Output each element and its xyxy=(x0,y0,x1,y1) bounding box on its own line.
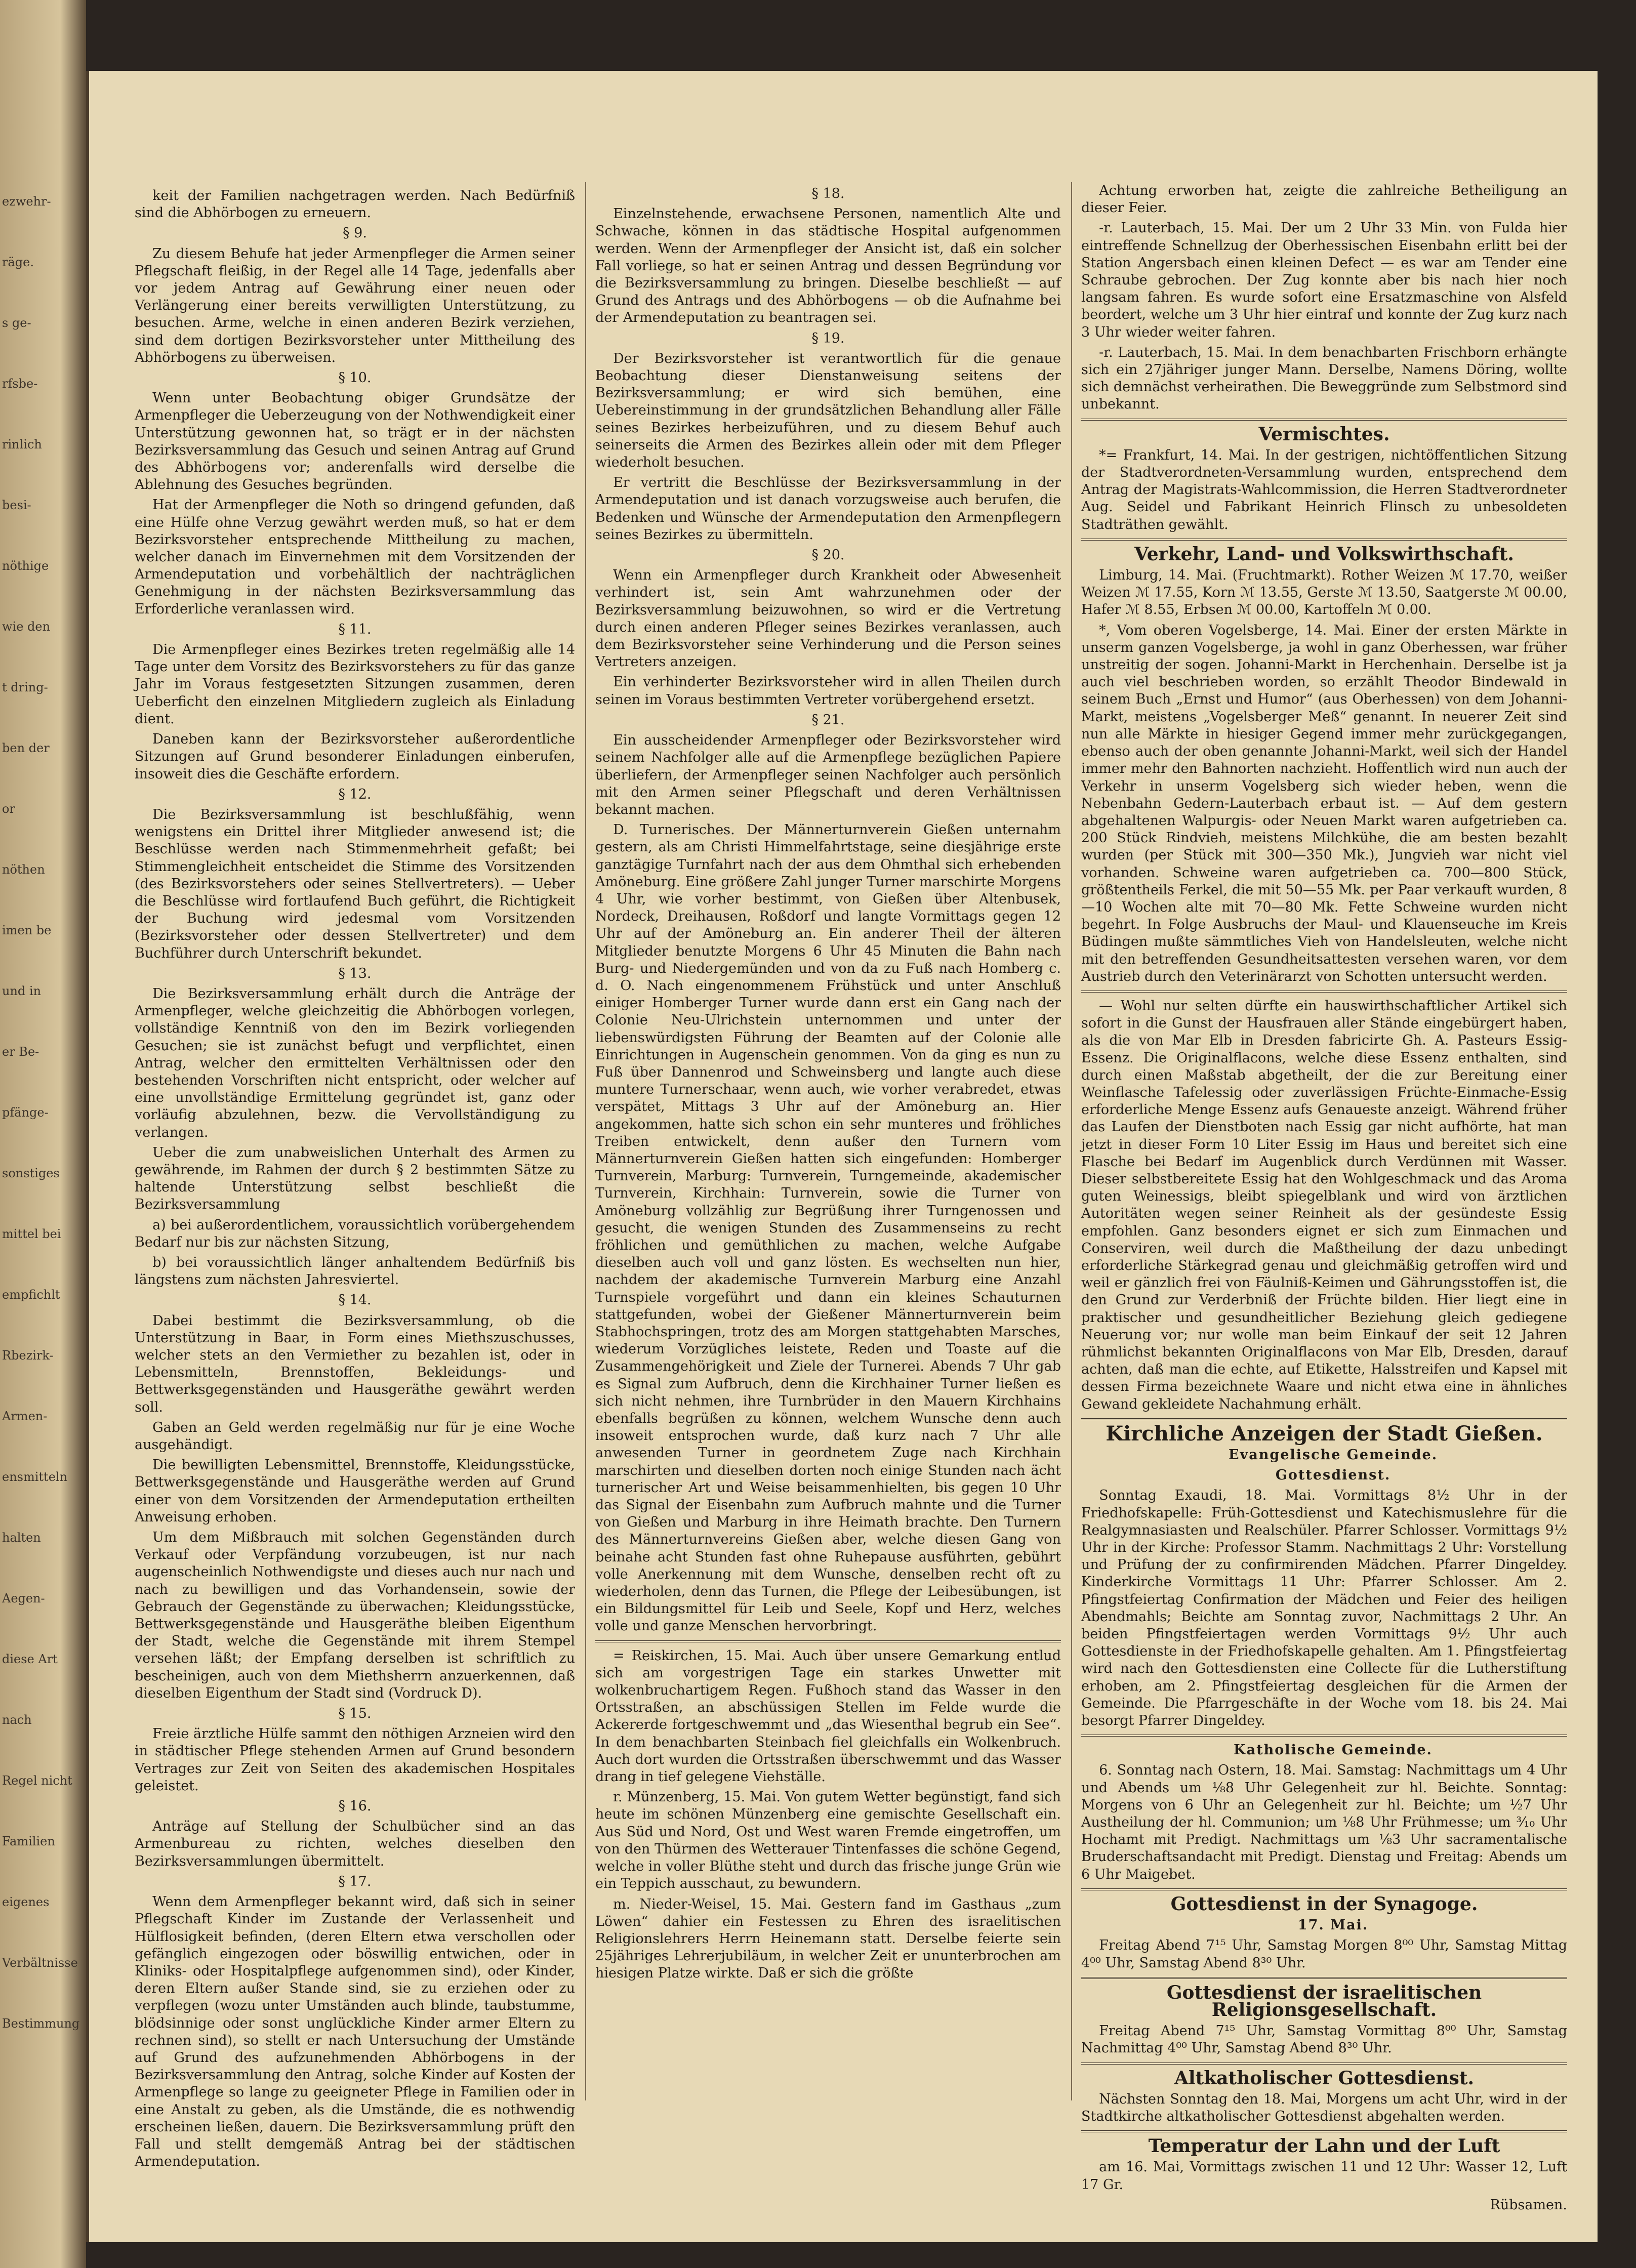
paragraph: Ein ausscheidender Armenpfleger oder Bezirksvorsteher wird seinem Nachfolger alle auf die Armenpflege bezüglichen Papiere überliefern, der Armenpfleger seinen Nachfolger auch persönlich mit den Armen seiner Pflegschaft und deren Verhältnissen bekannt machen. xyxy=(595,732,1061,817)
paragraph: r. Münzenberg, 15. Mai. Von gutem Wetter begünstigt, fand sich heute im schönen Münzenberg eine gemischte Gesellschaft ein. Aus Süd und Nord, Ost und West waren Fremde eingetroffen, um von den Thürmen des Wetterauer Tintenfasses die schöne Gegend, welche in voller Blüthe steht und durch das frische junge Grün wie ein Teppich ausschaut, zu bewundern. xyxy=(595,1789,1061,1892)
prev-page-fragment: halten xyxy=(2,1531,41,1545)
paragraph: Die Bezirksversammlung ist beschlußfähig, wenn wenigstens ein Drittel ihrer Mitglieder anwesend ist; die Beschlüsse werden nach Stimmenmehrheit gefaßt; bei Stimmengleichheit entscheidet die Stimme des Vorsitzenden (des Bezirksvorstehers oder seines Stellvertreters). — Ueber die Beschlüsse wird fortlaufend Buch geführt, die Richtigkeit der Buchung wird jedesmal vom Vorsitzenden (Bezirksvorsteher oder dessen Stellvertreter) und dem Buchführer durch Unterschrift bekundet. xyxy=(135,806,575,961)
section-heading: Altkatholischer Gottesdienst. xyxy=(1174,2067,1474,2089)
prev-page-fragment: imen be xyxy=(2,923,52,937)
section-number: § 9. xyxy=(343,225,367,241)
paragraph: Zu diesem Behufe hat jeder Armenpfleger die Armen seiner Pflegschaft fleißig, in der Regel alle 14 Tage, jedenfalls aber vor jedem Antrag auf Gewährung einer neuen oder Verlängerung einer bereits verwilligten Unterstützung, zu besuchen. Arme, welche in einen anderen Bezirk verziehen, sind dem dortigen Bezirksvorsteher unter Mittheilung des Abhörbogens zu überweisen. xyxy=(135,245,575,365)
section-number: § 21. xyxy=(811,712,845,728)
subheading: Evangelische Gemeinde. xyxy=(1228,1447,1438,1463)
paragraph: Hat der Armenpfleger die Noth so dringend gefunden, daß eine Hülfe ohne Verzug gewährt werden muß, so hat er dem Bezirksvorsteher entsprechende Mittheilung zu machen, welcher danach im Einvernehmen mit dem Vorsitzenden der Armendeputation und vorbehältlich der nachträglichen Genehmigung in der nächsten Bezirksversammlung das Erforderliche veranlassen wird. xyxy=(135,497,575,617)
prev-page-fragment: Rbezirk- xyxy=(2,1348,54,1363)
paragraph: Die Bezirksversammlung erhält durch die Anträge der Armenpfleger, welche gleichzeitig die Abhörbogen vorlegen, vollständige Kenntniß von den im Bezirk vorliegenden Gesuchen; sie ist zunächst befugt und verpflichtet, einen Antrag, welcher den ermittelten Verhältnissen oder den bestehenden Vorschriften nicht entspricht, oder welcher auf eine unvollständige Ermittelung gegründet ist, ganz oder vorläufig abzulehnen, bezw. die Vervollständigung zu verlangen. xyxy=(135,985,575,1140)
newspaper-page xyxy=(86,71,1598,2242)
paragraph: = Reiskirchen, 15. Mai. Auch über unsere Gemarkung entlud sich am vorgestrigen Tage ein starkes Unwetter mit wolkenbruchartigem Regen. Fußhoch stand das Wasser in den Ortsstraßen, an abschüssigen Stellen im Felde wurde die Ackererde fortgeschwemmt und „das Wiesenthal begrub ein See“. In dem benachbarten Steinbach fiel gleichfalls ein Wolkenbruch. Auch dort wurden die Ortsstraßen überschwemmt und das Wasser drang in tief gelegene Viehställe. xyxy=(595,1647,1061,1785)
section-number: § 15. xyxy=(338,1706,372,1722)
subheading: 17. Mai. xyxy=(1297,1917,1369,1933)
paragraph: D. Turnerisches. Der Männerturnverein Gießen unternahm gestern, als am Christi Himmelfahrtstage, seine diesjährige erste ganztägige Turnfahrt nach der aus dem Ohmthal sich erhebenden Amöneburg. Eine größere Zahl junger Turner marschirte Morgens 4 Uhr, wie vorher bestimmt, von Gießen über Altenbusek, Nordeck, Dreihausen, Roßdorf und langte Vormittags gegen 12 Uhr auf der Amöneburg an. Ein anderer Theil der älteren Mitglieder benutzte Morgens 6 Uhr 45 Minuten die Bahn nach Burg- und Niedergemünden und von da zu Fuß nach Homberg c. d. O. Nach eingenommenem Frühstück und unter Anschluß einiger Homberger Turner wurde dann erst ein Gang nach der Colonie Neu-Ulrichstein unternommen und unter der liebenswürdigsten Führung der Beamten auf der Colonie alle Einrichtungen in Augenschein genommen. Von da ging es nun zu Fuß über Dannenrod und Schweinsberg und langte auch diese muntere Turnerschaar, wenn auch, wie vorher verabredet, etwas verspätet, Mittags 3 Uhr auf der Amöneburg an. Hier angekommen, hatte sich schon ein sehr munteres und fröhliches Treiben entwickelt, denn außer den Turnern vom Männerturnverein Gießen hatten sich eingefunden: Homberger Turnverein, Marburg: Turnverein, Turngemeinde, akademischer Turnverein, Kirchhain: Turnverein, sowie die Turner von Amöneburg vollzählig zur Begrüßung ihrer Turngenossen und gesucht, die wenigen Stunden des Zusammenseins zu recht fröhlichen und gemüthlichen zu machen, welche Aufgabe dieselben auch voll und ganz lösten. Es wechselten nun hier, nachdem der akademische Turnverein Marburg eine Anzahl Turnspiele vorgeführt und dann ein kleines Schauturnen stattgefunden, wobei der Gießener Männerturnverein beim Stabhochspringen, trotz des am Morgen stattgehabten Marsches, wiederum Vorzügliches leistete, Reden und Toaste auf die Zusammengehörigkeit und Ziele der Turnerei. Abends 7 Uhr gab es Signal zum Aufbruch, denn die Kirchhainer Turner ließen es sich nicht nehmen, ihre Turnbrüder in den Mauern Kirchhains ebenfalls begrüßen zu können, welchem Wunsche denn auch insoweit entsprochen wurde, daß kurz nach 7 Uhr alle anwesenden Turner in geordnetem Zuge nach Kirchhain marschirten und dieselben dorten noch einige Stunden nach ächt turnerischer Art und Weise beisammenhielten, bis gegen 10 Uhr das Signal der Eisenbahn zum Aufbruch mahnte und die Turner von Gießen und Marburg in ihre Heimath brachte. Den Turnern des Männerturnvereins Gießen aber, welche diesen Gang von beinahe acht Stunden fast ohne Ruhepause ausführten, gebührt volle Anerkennung mit dem Wunsche, denselben recht oft zu wiederholen, denn das Turnen, die Pflege der Leibesübungen, ist ein Bildungsmittel für Leib und Seele, Kopf und Herz, welches volle und ganze Menschen hervorbringt. xyxy=(595,822,1061,1634)
paragraph: Er vertritt die Beschlüsse der Bezirksversammlung in der Armendeputation und ist danach vorzugsweise auch berufen, die Bedenken und Wünsche der Armendeputation den Armenpflegern seines Bezirkes zu übermitteln. xyxy=(595,475,1061,543)
section-heading: Verkehr, Land- und Volkswirthschaft. xyxy=(1134,543,1514,565)
paragraph: a) bei außerordentlichem, voraussichtlich vorübergehendem Bedarf nur bis zur nächsten Sitzung, xyxy=(135,1217,575,1250)
section-rule xyxy=(1081,1735,1567,1737)
paragraph: Anträge auf Stellung der Schulbücher sind an das Armenbureau zu richten, welches dieselben den Bezirksversammlungen übermittelt. xyxy=(135,1819,575,1869)
paragraph: Gaben an Geld werden regelmäßig nur für je eine Woche ausgehändigt. xyxy=(135,1419,575,1453)
prev-page-fragment: Aegen- xyxy=(2,1591,45,1605)
prev-page-fragment: nöthige xyxy=(2,559,49,573)
section-heading: Temperatur der Lahn und der Luft xyxy=(1148,2135,1500,2157)
paragraph: Wenn ein Armenpfleger durch Krankheit oder Abwesenheit verhindert ist, sein Amt wahrzunehmen oder der Bezirksversammlung beizuwohnen, so wird er die Vertretung durch einen anderen Pfleger seines Bezirkes veranlassen, auch dem Bezirksvorsteher seine Verhinderung und die Person seines Vertreters anzeigen. xyxy=(595,567,1061,670)
prev-page-fragment: t dring- xyxy=(2,680,48,694)
paragraph: Ein verhinderter Bezirksvorsteher wird in allen Theilen durch seinen im Voraus bestimmten Vertreter vorübergehend ersetzt. xyxy=(595,674,1061,708)
prev-page-fragment: rfsbe- xyxy=(2,377,38,391)
subheading: Katholische Gemeinde. xyxy=(1234,1742,1433,1758)
prev-page-fragment: Armen- xyxy=(2,1409,48,1423)
section-number: § 17. xyxy=(338,1873,372,1889)
paragraph: Die bewilligten Lebensmittel, Brennstoffe, Kleidungsstücke, Bettwerksgegenstände und Hausgeräthe werden auf Grund einer von dem Vorsitzenden der Armendeputation ertheilten Anweisung erhoben. xyxy=(135,1457,575,1525)
signature: Rübsamen. xyxy=(1490,2197,1567,2213)
prev-page-fragment: ben der xyxy=(2,741,50,755)
section-number: § 16. xyxy=(338,1798,372,1815)
paragraph: Wenn unter Beobachtung obiger Grundsätze der Armenpfleger die Ueberzeugung von der Nothwendigkeit einer Unterstützung gewonnen hat, so trägt er in der nächsten Bezirksversammlung das Gesuch und seinen Antrag auf Grund des Abhörbogens vor; anderenfalls wird derselbe die Ablehnung des Gesuches begründen. xyxy=(135,390,575,493)
prev-page-fragment: nöthen xyxy=(2,862,45,877)
section-rule xyxy=(1081,1977,1567,1979)
paragraph: Sonntag Exaudi, 18. Mai. Vormittags 8½ Uhr in der Friedhofskapelle: Früh-Gottesdienst und Katechismuslehre für die Realgymnasiasten und Realschüler. Pfarrer Schlosser. Vormittags 9½ Uhr in der Kirche: Professor Stamm. Nachmittags 2 Uhr: Vorstellung und Prüfung der zu confirmirenden Mädchen. Pfarrer Dingeldey. Kinderkirche Vormittags 11 Uhr: Pfarrer Schlosser. Am 2. Pfingstfeiertag Confirmation der Mädchen und Feier des heiligen Abendmahls; Beichte am Sonntag zuvor, Nachmittags 2 Uhr. An beiden Pfingstfeiertagen werden Vormittags 9½ Uhr auch Gottesdienste in der Friedhofskapelle gehalten. Am 1. Pfingstfeiertag wird nach den Gottesdiensten eine Collecte für die Lutherstiftung erhoben, am 2. Pfingstfeiertag desgleichen für die Armen der Gemeinde. Die Pfarrgeschäfte in der Woche vom 18. bis 24. Mai besorgt Pfarrer Dingeldey. xyxy=(1081,1488,1567,1729)
prev-page-fragment: und in xyxy=(2,984,42,998)
paragraph: m. Nieder-Weisel, 15. Mai. Gestern fand im Gasthaus „zum Löwen“ dahier ein Festessen zu Ehren des israelitischen Religionslehrers Herrn Heinemann statt. Derselbe feierte sein 25jähriges Lehrerjubiläum, in welcher Zeit er ununterbrochen am hiesigen Platze wirkte. Daß er sich die größte xyxy=(595,1896,1061,1982)
paragraph: -r. Lauterbach, 15. Mai. Der um 2 Uhr 33 Min. von Fulda hier eintreffende Schnellzug der Oberhessischen Eisenbahn erlitt bei der Station Angersbach einen kleinen Defect — es war am Tender eine Schraube gebrochen. Der Zug konnte aber bis nach hier noch langsam fahren. Es wurde sofort eine Ersatzmaschine von Alsfeld beordert, welche um 3 Uhr hier eintraf und konnte der Zug kurz nach 3 Uhr wieder weiter fahren. xyxy=(1081,220,1567,340)
section-number: § 13. xyxy=(338,965,372,981)
section-number: § 19. xyxy=(811,330,845,346)
section-number: § 20. xyxy=(811,547,845,563)
paragraph: Freie ärztliche Hülfe sammt den nöthigen Arzneien wird den in städtischer Pflege stehenden Armen auf Grund besondern Vertrages zur Zeit von Seiten des akademischen Hospitales geleistet. xyxy=(135,1726,575,1794)
prev-page-fragment: s ge- xyxy=(2,316,31,330)
paragraph: b) bei voraussichtlich länger anhaltendem Bedürfniß bis längstens zum nächsten Jahresviertel. xyxy=(135,1254,575,1288)
prev-page-fragment: Verbältnisse xyxy=(2,1956,78,1970)
prev-page-fragment: mittel bei xyxy=(2,1227,61,1241)
section-rule xyxy=(1081,991,1567,993)
paragraph: Die Armenpfleger eines Bezirkes treten regelmäßig alle 14 Tage unter dem Vorsitz des Bezirksvorstehers zu für das ganze Jahr im Voraus festgesetzten Sitzungen zusammen, deren Ueberficht den einzelnen Mitgliedern zugleich als Einladung dient. xyxy=(135,642,575,727)
paragraph: Um dem Mißbrauch mit solchen Gegenständen durch Verkauf oder Verpfändung vorzubeugen, ist nur nach augenscheinlich Nothwendigste und dieses auch nur nach und nach zu bewilligen und das Vorhandensein, sowie der Gebrauch der Gegenstände zu überwachen; Kleidungsstücke, Bettwerksgegenstände und Hausgeräthe bleiben Eigenthum der Stadt, welche die Gegenstände mit ihrem Stempel versehen läßt; der Empfang derselben ist schriftlich zu bescheinigen, auch von dem Miethsherrn anzuerkennen, daß dieselben Eigenthum der Stadt sind (Vordruck D). xyxy=(135,1530,575,1701)
paragraph: *= Frankfurt, 14. Mai. In der gestrigen, nichtöffentlichen Sitzung der Stadtverordneten-Versammlung wurden, entsprechend dem Antrag der Magistrats-Wahlcommission, die Herren Stadtverordneter Aug. Seidel und Fabrikant Heinrich Flinsch zu unbesoldeten Stadträthen gewählt. xyxy=(1081,447,1567,532)
prev-page-fragment: räge. xyxy=(2,255,34,269)
paragraph: Der Bezirksvorsteher ist verantwortlich für die genaue Beobachtung dieser Dienstanweisung seitens der Bezirksversammlung; er wird sich bemühen, eine Uebereinstimmung in der grundsätzlichen Behandlung aller Fälle seines Bezirkes herbeizuführen, und zu diesem Behuf auch seinerseits die Armen des Bezirkes allein oder mit dem Pfleger wiederholt besuchen. xyxy=(595,350,1061,471)
section-rule xyxy=(1081,419,1567,421)
paragraph: am 16. Mai, Vormittags zwischen 11 und 12 Uhr: Wasser 12, Luft 17 Gr. xyxy=(1081,2159,1567,2193)
column-divider xyxy=(585,182,586,2100)
section-number: § 10. xyxy=(338,370,372,386)
paragraph: Dabei bestimmt die Bezirksversammlung, ob die Unterstützung in Baar, in Form eines Miethszuschusses, welcher stets an den Vermiether zu bezahlen ist, oder in Lebensmitteln, Brennstoffen, Bekleidungs- und Bettwerksgegenständen und Hausgeräthe gewährt werden soll. xyxy=(135,1312,575,1415)
paragraph: -r. Lauterbach, 15. Mai. In dem benachbarten Frischborn erhängte sich ein 27jähriger junger Mann. Derselbe, Namens Döring, wollte sich demnächst verheirathen. Die Beweggründe zum Selbstmord sind unbekannt. xyxy=(1081,344,1567,413)
column-divider xyxy=(1071,182,1072,2100)
section-heading: Gottesdienst der israelitischen Religionsgesellschaft. xyxy=(1166,1982,1482,2020)
paragraph: keit der Familien nachgetragen werden. Nach Bedürfniß sind die Abhörbogen zu erneuern. xyxy=(135,188,575,221)
previous-page-edge xyxy=(0,0,86,2268)
prev-page-fragment: diese Art xyxy=(2,1652,58,1666)
prev-page-fragment: ensmitteln xyxy=(2,1470,68,1484)
section-heading: Kirchliche Anzeigen der Stadt Gießen. xyxy=(1106,1421,1543,1446)
paragraph: — Wohl nur selten dürfte ein hauswirthschaftlicher Artikel sich sofort in die Gunst der Hausfrauen aller Stände eingebürgert haben, als die von Mar Elb in Dresden fabricirte Gh. A. Pasteurs Essig-Essenz. Die Originalflacons, welche diese Essenz enthalten, sind durch einen Maßstab abgetheilt, der die zur Bereitung einer Weinflasche Tafelessig oder zuverlässigen Früchte-Einmache-Essig erforderliche Menge Essenz aufs Genaueste anzeigt. Während früher das Laufen der Dienstboten nach Essig gar nicht aufhörte, hat man jetzt in dieser Form 10 Liter Essig im Haus und bereitet sich eine Flasche bei Bedarf im Augenblick durch Verdünnen mit Wasser. Dieser selbstbereitete Essig hat den Wohlgeschmack und das Aroma guten Weinessigs, bleibt spiegelblank und wird von ärztlichen Autoritäten wegen seiner Reinheit als der gesündeste Essig empfohlen. Ganz besonders eignet er sich zum Einmachen und Conserviren, weil durch die Maßtheilung der dazu unbedingt erforderliche Stärkegrad genau und gleichmäßig getroffen wird und weil er gänzlich frei von Fäulniß-Keimen und Gährungsstoffen ist, die den Grund zur Verderbniß der Früchte bilden. Hier liegt eine in praktischer und gesundheitlicher Beziehung gleich gediegene Neuerung vor; nur wolle man beim Einkauf der seit 12 Jahren rühmlichst bekannten Originalflacons von Mar Elb, Dresden, darauf achten, daß man die echte, auf Etikette, Halsstreifen und Kapsel mit dessen Firma bezeichnete Waare und nicht etwa eine in ähnliches Gewand gekleidete Nachahmung erhält. xyxy=(1081,998,1567,1412)
paragraph: Einzelnstehende, erwachsene Personen, namentlich Alte und Schwache, können in das städtische Hospital aufgenommen werden. Wenn der Armenpfleger der Ansicht ist, daß ein solcher Fall vorliege, so hat er seinen Antrag und dessen Begründung vor die Bezirksversammlung zu bringen. Dieselbe beschließt — auf Grund des Antrags und des Abhörbogens — ob die Aufnahme bei der Armendeputation zu beantragen sei. xyxy=(595,206,1061,326)
paragraph: *, Vom oberen Vogelsberge, 14. Mai. Einer der ersten Märkte in unserm ganzen Vogelsberge, ja wohl in ganz Oberhessen, war früher unstreitig der sogen. Johanni-Markt in Herchenhain. Derselbe ist ja auch viel beschrieben worden, so erzählt Theodor Bindewald in seinem Buch „Ernst und Humor“ (aus Oberhessen) von dem Johanni-Markt, meistens „Vogelsberger Meß“ genannt. In neuerer Zeit sind nun alle Märkte in hiesiger Gegend immer mehr zurückgegangen, ebenso auch der oben genannte Johanni-Markt, weil sich der Handel immer mehr den Bahnorten nachzieht. Hoffentlich wird nun auch der Verkehr in unserm Vogelsberg sich wieder heben, wenn die Nebenbahn Gedern-Lauterbach erbaut ist. — Auf dem gestern abgehaltenen Walpurgis- oder Neuen Markt waren aufgetrieben ca. 200 Stück Rindvieh, meistens Milchkühe, die am besten bezahlt wurden (per Stück mit 300—350 Mk.), Jungvieh war nicht viel vorhanden. Schweine waren aufgetrieben ca. 700—800 Stück, größtentheils Ferkel, die mit 50—55 Mk. per Paar verkauft wurden, 8—10 Wochen alte mit 70—80 Mk. Fette Schweine wurden nicht begehrt. In Folge Ausbruchs der Maul- und Klauenseuche im Kreis Büdingen mußte sämmtliches Vieh von Handelsleuten, welche nicht mit den betreffenden Gesundheitsattesten versehen waren, vor dem Austrieb durch den Veterinärarzt von Schotten untersucht werden. xyxy=(1081,622,1567,984)
paragraph: Ueber die zum unabweislichen Unterhalt des Armen zu gewährende, im Rahmen der durch § 2 bestimmten Sätze zu haltende Unterstützung selbst beschließt die Bezirksversammlung xyxy=(135,1144,575,1213)
section-heading: Vermischtes. xyxy=(1258,423,1390,445)
paragraph: 6. Sonntag nach Ostern, 18. Mai. Samstag: Nachmittags um 4 Uhr und Abends um ⅛8 Uhr Gelegenheit zur hl. Beichte. Sonntag: Morgens von 6 Uhr an Gelegenheit zur hl. Beichte; um ½7 Uhr Austheilung der hl. Communion; um ⅛8 Uhr Frühmesse; um ³⁄₁₀ Uhr Hochamt mit Predigt. Nachmittags um ⅛3 Uhr sacramentalische Bruderschaftsandacht mit Predigt. Dienstag und Freitag: Abends um 6 Uhr Maigebet. xyxy=(1081,1762,1567,1882)
prev-page-fragment: Regel nicht xyxy=(2,1774,72,1788)
section-number: § 18. xyxy=(811,186,845,201)
prev-page-fragment: nach xyxy=(2,1713,32,1727)
prev-page-fragment: ezwehr- xyxy=(2,194,51,209)
section-rule xyxy=(1081,1418,1567,1420)
paragraph: Nächsten Sonntag den 18. Mai, Morgens um acht Uhr, wird in der Stadtkirche altkatholischer Gottesdienst abgehalten werden. xyxy=(1081,2091,1567,2124)
paragraph: Freitag Abend 7¹⁵ Uhr, Samstag Morgen 8⁰⁰ Uhr, Samstag Mittag 4⁰⁰ Uhr, Samstag Abend 8³⁰ Uhr. xyxy=(1081,1937,1567,1971)
section-rule xyxy=(1081,2063,1567,2065)
column-3 xyxy=(1081,182,1567,2213)
section-rule xyxy=(1081,539,1567,541)
column-1 xyxy=(135,187,575,2170)
prev-page-fragment: rinlich xyxy=(2,437,42,451)
prev-page-fragment: Familien xyxy=(2,1834,55,1848)
section-number: § 11. xyxy=(338,621,372,637)
prev-page-fragment: empfichlt xyxy=(2,1288,60,1302)
section-number: § 14. xyxy=(338,1292,372,1308)
section-rule xyxy=(1081,1888,1567,1890)
paragraph: Achtung erworben hat, zeigte die zahlreiche Betheiligung an dieser Feier. xyxy=(1081,183,1567,216)
prev-page-fragment: sonstiges xyxy=(2,1166,60,1180)
prev-page-fragment: eigenes xyxy=(2,1895,50,1909)
prev-page-fragment: or xyxy=(2,802,15,816)
prev-page-fragment: er Be- xyxy=(2,1045,39,1059)
prev-page-fragment: besi- xyxy=(2,498,31,512)
section-rule xyxy=(1081,2130,1567,2132)
column-2 xyxy=(595,182,1061,2100)
paragraph: Freitag Abend 7¹⁵ Uhr, Samstag Vormittag 8⁰⁰ Uhr, Samstag Nachmittag 4⁰⁰ Uhr, Samstag Abend 8³⁰ Uhr. xyxy=(1081,2023,1567,2056)
subheading: Gottesdienst. xyxy=(1275,1467,1391,1483)
section-rule xyxy=(595,1640,1061,1642)
section-heading: Gottesdienst in der Synagoge. xyxy=(1170,1893,1478,1915)
paragraph: Limburg, 14. Mai. (Fruchtmarkt). Rother Weizen ℳ 17.70, weißer Weizen ℳ 17.55, Korn ℳ 13.55, Gerste ℳ 13.50, Saatgerste ℳ 00.00, Hafer ℳ 8.55, Erbsen ℳ 00.00, Kartoffeln ℳ 0.00. xyxy=(1081,567,1567,618)
paragraph: Daneben kann der Bezirksvorsteher außerordentliche Sitzungen auf Grund besonderer Einladungen einberufen, insoweit dies die Geschäfte erfordern. xyxy=(135,731,575,782)
section-number: § 12. xyxy=(338,786,372,802)
prev-page-fragment: wie den xyxy=(2,620,51,634)
prev-page-fragment: Bestimmung xyxy=(2,2016,80,2031)
prev-page-fragment: pfänge- xyxy=(2,1105,49,1120)
paragraph: Wenn dem Armenpfleger bekannt wird, daß sich in seiner Pflegschaft Kinder im Zustande der Verlassenheit und Hülflosigkeit befinden, (deren Eltern etwa verschollen oder gefänglich eingezogen oder böswillig entwichen, oder in Kliniks- oder Hospitalpflege aufgenommen sind), oder Kinder, deren Eltern außer Stande sind, sie zu erziehen oder zu verpflegen (wozu unter Umständen auch blinde, taubstumme, blödsinnige oder sonst unglückliche Kinder armer Eltern zu rechnen sind), so stellt er nach Untersuchung der Umstände auf Grund des aufzunehmenden Abhörbogens in der Bezirksversammlung den Antrag, solche Kinder auf Kosten der Armenpflege so lange zu geeigneter Pflege in Familien oder in eine Anstalt zu geben, als die Umstände, die es nothwendig erscheinen ließen, dauern. Die Bezirksversammlung prüft den Fall und stellt demgemäß Antrag bei der städtischen Armendeputation. xyxy=(135,1894,575,2170)
